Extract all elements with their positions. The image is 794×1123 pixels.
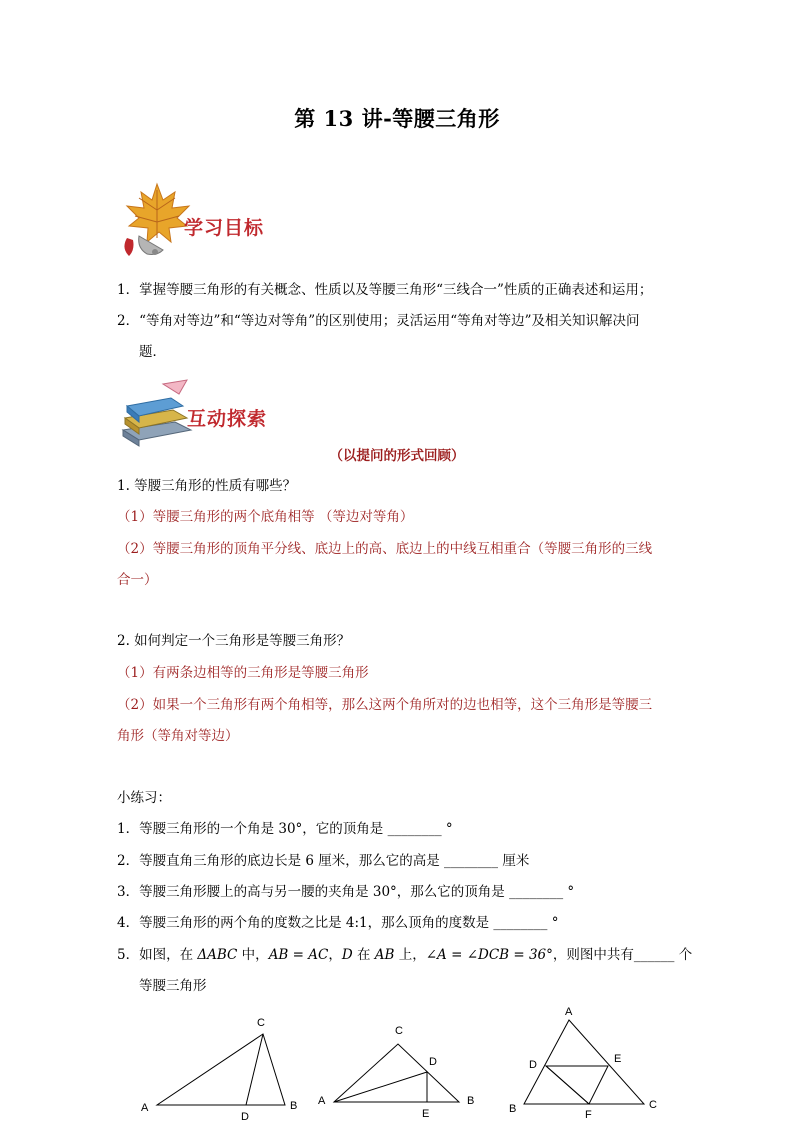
practice-5-segment-ab: AB <box>374 947 395 963</box>
fig1-label-d: D <box>241 1111 249 1120</box>
practice-heading: 小练习： <box>117 790 171 806</box>
fig3-label-c: C <box>649 1099 657 1111</box>
practice-5-mid-1: 中， <box>237 947 269 963</box>
fig2-label-e: E <box>422 1108 430 1118</box>
answer-2-1: （1）有两条边相等的三角形是等腰三角形 <box>117 665 369 681</box>
practice-5-line-1 <box>117 945 692 965</box>
practice-5-prefix: 5．如图，在 <box>117 947 198 963</box>
fig1-segment-cd <box>246 1034 263 1105</box>
question-1: 1. 等腰三角形的性质有哪些？ <box>117 478 297 494</box>
answer-1-1: （1）等腰三角形的两个底角相等 （等边对等角） <box>117 509 414 525</box>
practice-5-equation-1: AB = AC <box>268 947 329 963</box>
goal-2-line-2: 题． <box>139 344 166 360</box>
fig2-label-c: C <box>395 1025 403 1037</box>
practice-5-suffix: ，则图中共有______ 个 <box>552 947 693 963</box>
fig1-label-c: C <box>257 1017 265 1029</box>
goal-1: 1．掌握等腰三角形的有关概念、性质以及等腰三角形“三线合一”性质的正确表述和运用； <box>117 282 653 298</box>
practice-1: 1．等腰三角形的一个角是 30°，它的顶角是 ________ ° <box>117 821 453 837</box>
answer-1-2-line-1: （2）等腰三角形的顶角平分线、底边上的高、底边上的中线互相重合（等腰三角形的三线 <box>117 541 653 557</box>
page-title: 第 13 讲-等腰三角形 <box>294 106 500 131</box>
fig3-label-b: B <box>509 1103 517 1115</box>
fig1-label-a: A <box>141 1102 149 1114</box>
goals-banner <box>117 180 287 260</box>
answer-2-2-line-2: 角形（等角对等边） <box>117 728 239 744</box>
practice-5-point-d: D <box>341 947 353 963</box>
fig3-label-f: F <box>585 1109 592 1120</box>
fig2-segment-ad <box>334 1072 427 1102</box>
practice-5-mid-4: 上， <box>394 947 426 963</box>
fig2-label-a: A <box>318 1095 326 1107</box>
goals-banner-label: 学习目标 <box>184 217 265 239</box>
question-2: 2. 如何判定一个三角形是等腰三角形？ <box>117 633 351 649</box>
practice-2: 2．等腰直角三角形的底边长是 6 厘米，那么它的高是 ________ 厘米 <box>117 853 530 869</box>
books-icon <box>117 378 197 450</box>
practice-5-equation-2: ∠A = ∠DCB = 36° <box>425 947 553 963</box>
fig2-label-d: D <box>429 1056 437 1068</box>
practice-3: 3．等腰三角形腰上的高与另一腰的夹角是 30°，那么它的顶角是 ________ ° <box>117 884 575 900</box>
figure-2-triangle <box>312 1018 487 1118</box>
practice-5-mid-3: 在 <box>352 947 375 963</box>
fig1-triangle-abc <box>157 1034 285 1105</box>
practice-5-mid-2: ， <box>328 947 342 963</box>
answer-1-2-line-2: 合一） <box>117 572 158 588</box>
explore-banner-label: 互动探索 <box>187 408 268 430</box>
fig2-triangle-abc <box>334 1044 459 1102</box>
answer-2-2-line-1: （2）如果一个三角形有两个角相等，那么这两个角所对的边也相等，这个三角形是等腰三 <box>117 697 653 713</box>
review-subtitle: （以提问的形式回顾） <box>329 448 465 464</box>
explore-banner <box>117 378 287 453</box>
fig1-label-b: B <box>290 1100 298 1112</box>
figure-1-triangle <box>135 1010 310 1120</box>
figure-3-triangle <box>505 1000 665 1120</box>
practice-4: 4．等腰三角形的两个角的度数之比是 4:1，那么顶角的度数是 ________ ° <box>117 915 559 931</box>
practice-5-triangle: ΔABC <box>197 947 238 963</box>
fig3-segment-df <box>546 1066 589 1104</box>
fig2-label-b: B <box>467 1095 475 1107</box>
practice-5-line-2: 等腰三角形 <box>139 978 207 994</box>
fig3-label-d: D <box>529 1059 537 1071</box>
fig3-label-a: A <box>565 1006 573 1018</box>
fig3-inner-quad <box>546 1066 608 1104</box>
goal-2-line-1: 2．“等角对等边”和“等边对等角”的区别使用；灵活运用“等角对等边”及相关知识解决问 <box>117 313 640 329</box>
fig3-label-e: E <box>614 1053 622 1065</box>
fig3-triangle-abc <box>524 1020 644 1104</box>
